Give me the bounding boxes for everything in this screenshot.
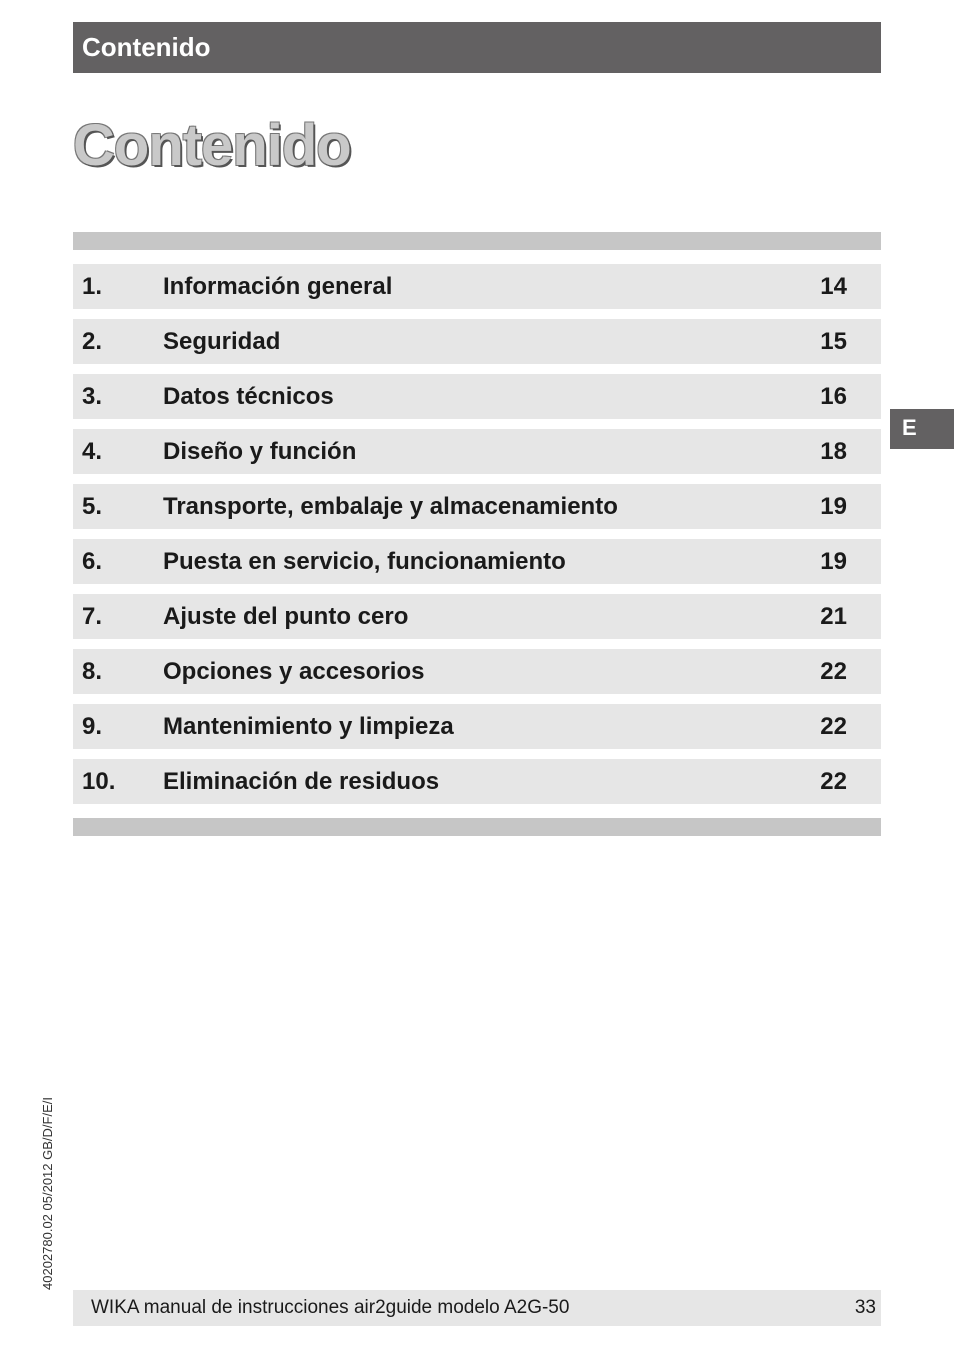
toc-entry-number: 4.: [82, 438, 103, 465]
page-title: Contenido: [73, 113, 351, 178]
section-header: [73, 22, 881, 73]
toc-entry-number: 10.: [82, 768, 116, 795]
toc-entry-page: 22: [820, 658, 847, 685]
toc-entry-number: 1.: [82, 273, 103, 300]
toc-entry-title: Diseño y función: [163, 438, 357, 465]
toc-entry[interactable]: [73, 649, 881, 694]
toc-bottom-rule: [73, 818, 881, 836]
toc-entry-number: 6.: [82, 548, 103, 575]
toc-entry[interactable]: [73, 429, 881, 474]
toc-entry-page: 19: [820, 548, 847, 575]
language-tab-label: E: [902, 415, 917, 440]
toc-entry-title: Eliminación de residuos: [163, 768, 440, 795]
toc-entry-title: Datos técnicos: [163, 383, 334, 410]
language-tab: [890, 409, 954, 449]
toc-entry[interactable]: [73, 264, 881, 309]
toc-entry-number: 2.: [82, 328, 103, 355]
toc-entry-page: 22: [820, 713, 847, 740]
toc-entry-page: 15: [820, 328, 847, 355]
toc-entry-title: Ajuste del punto cero: [163, 603, 409, 630]
toc-entry[interactable]: [73, 374, 881, 419]
toc-entry-page: 19: [820, 493, 847, 520]
toc-entry-number: 8.: [82, 658, 103, 685]
toc-entry-title: Mantenimiento y limpieza: [163, 713, 454, 740]
document-code: 40202780.02 05/2012 GB/D/F/E/I: [40, 1097, 55, 1290]
page-number: 33: [854, 1297, 876, 1318]
toc-entry-title: Transporte, embalaje y almacenamiento: [163, 493, 618, 520]
toc-entry-page: 14: [820, 273, 847, 300]
toc-entry-page: 16: [820, 383, 847, 410]
toc-entry-title: Puesta en servicio, funcionamiento: [163, 548, 566, 575]
toc-entry-number: 9.: [82, 713, 103, 740]
section-header-label: Contenido: [82, 32, 211, 62]
toc-top-rule: [73, 232, 881, 250]
toc-entry-title: Opciones y accesorios: [163, 658, 425, 685]
toc-entry-number: 3.: [82, 383, 103, 410]
toc-entry[interactable]: [73, 319, 881, 364]
toc-entry-title: Seguridad: [163, 328, 281, 355]
toc-entry-number: 7.: [82, 603, 103, 630]
footer-text: WIKA manual de instrucciones air2guide modelo A2G-50: [91, 1297, 570, 1318]
toc-entry[interactable]: [73, 759, 881, 804]
toc-entry[interactable]: [73, 594, 881, 639]
toc-entry-page: 22: [820, 768, 847, 795]
toc-entry-number: 5.: [82, 493, 103, 520]
footer: [73, 1290, 881, 1326]
toc-entry-page: 18: [820, 438, 847, 465]
toc-entry-page: 21: [820, 603, 847, 630]
toc-entry[interactable]: [73, 704, 881, 749]
toc-entry-title: Información general: [163, 273, 393, 300]
toc-entry[interactable]: [73, 484, 881, 529]
toc-entry[interactable]: [73, 539, 881, 584]
